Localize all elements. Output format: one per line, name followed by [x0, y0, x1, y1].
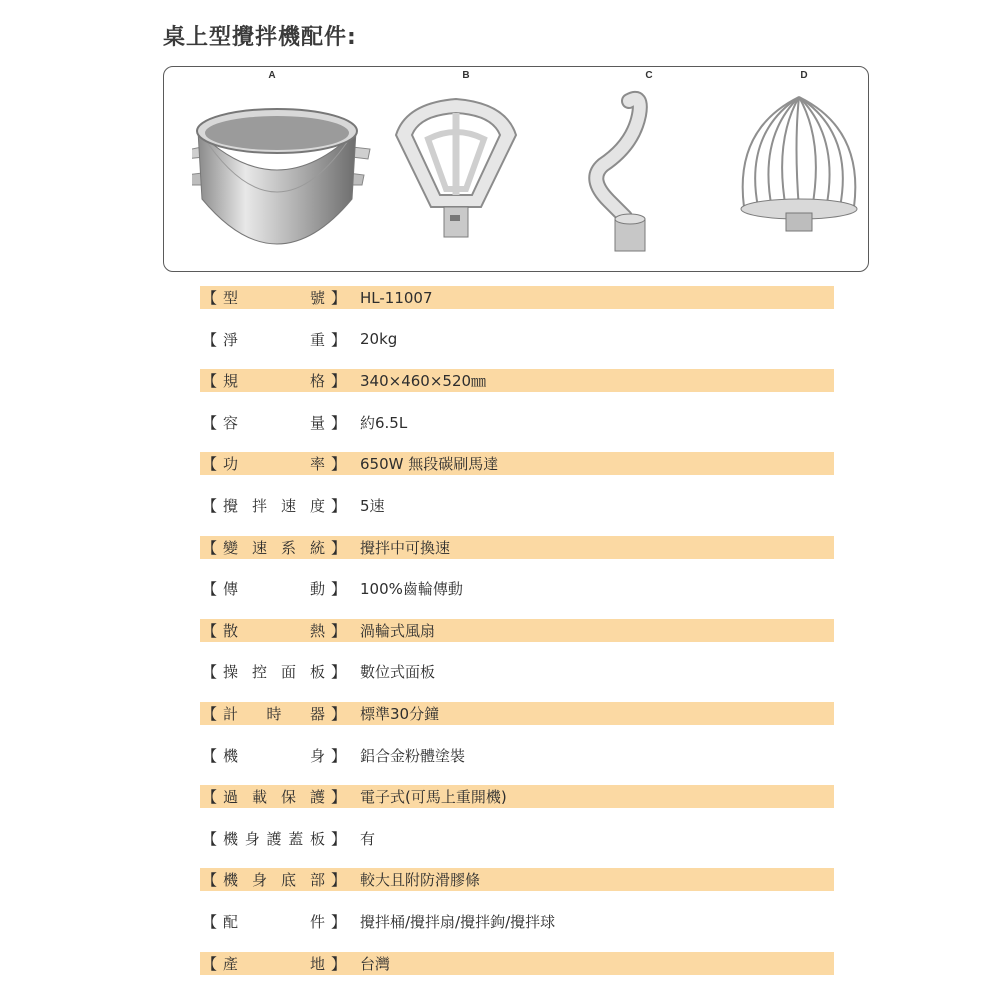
dough-hook-icon [569, 89, 689, 259]
spec-row [200, 536, 834, 559]
spec-label [200, 703, 350, 724]
spec-label-text: 配 件 [223, 912, 325, 931]
spec-row [200, 577, 834, 600]
spec-row [200, 369, 834, 392]
spec-label [200, 453, 350, 474]
spec-label [200, 953, 350, 974]
spec-row [200, 702, 834, 725]
mixing-bowl-icon [192, 89, 382, 259]
spec-label-text: 淨 重 [223, 330, 325, 349]
spec-label [200, 412, 350, 433]
flat-beater-icon [386, 89, 536, 259]
spec-label-text: 計 時 器 [223, 704, 325, 723]
spec-label [200, 287, 350, 308]
spec-label-text: 傳 動 [223, 580, 325, 599]
spec-row [200, 868, 834, 891]
spec-row [200, 785, 834, 808]
spec-row [200, 660, 834, 683]
close-bracket: 】 [330, 663, 346, 682]
spec-row [200, 952, 834, 975]
spec-value: 100%齒輪傳動 [360, 580, 463, 599]
open-bracket: 【 [202, 621, 218, 640]
spec-label [200, 578, 350, 599]
spec-value: 台灣 [360, 954, 391, 973]
spec-value: 渦輪式風扇 [360, 621, 436, 640]
open-bracket: 【 [202, 580, 218, 599]
spec-label [200, 370, 350, 391]
spec-value: 650W 無段碳刷馬達 [360, 455, 499, 474]
spec-value: 電子式(可馬上重開機) [360, 788, 507, 807]
spec-label-text: 攪 拌 速 度 [223, 496, 325, 515]
close-bracket: 】 [330, 538, 346, 557]
close-bracket: 】 [330, 912, 346, 931]
accessory-panel [163, 66, 869, 272]
open-bracket: 【 [202, 912, 218, 931]
accessory-c [569, 67, 729, 267]
open-bracket: 【 [202, 746, 218, 765]
spec-row [200, 328, 834, 351]
open-bracket: 【 [202, 496, 218, 515]
spec-value: 標準30分鐘 [360, 704, 440, 723]
spec-value: 340×460×520㎜ [360, 372, 487, 391]
accessory-d [724, 67, 884, 267]
accessory-letter: D [800, 70, 808, 81]
spec-label-text: 規 格 [223, 372, 325, 391]
spec-value: 20kg [360, 330, 398, 349]
spec-label [200, 786, 350, 807]
spec-value: 較大且附防滑膠條 [360, 871, 481, 890]
accessory-letter: A [268, 70, 276, 81]
close-bracket: 】 [330, 289, 346, 307]
close-bracket: 】 [330, 621, 346, 640]
open-bracket: 【 [202, 788, 218, 807]
spec-row [200, 827, 834, 850]
close-bracket: 】 [330, 871, 346, 890]
spec-row [200, 452, 834, 475]
close-bracket: 】 [330, 829, 346, 848]
close-bracket: 】 [330, 496, 346, 515]
spec-label [200, 661, 350, 682]
spec-row [200, 619, 834, 642]
spec-label-text: 機 身 [223, 746, 325, 765]
accessory-letter: B [462, 70, 470, 81]
open-bracket: 【 [202, 954, 218, 973]
open-bracket: 【 [202, 871, 218, 890]
open-bracket: 【 [202, 289, 218, 307]
spec-value: 約6.5L [360, 413, 408, 432]
spec-value: 數位式面板 [360, 663, 436, 682]
spec-label-text: 產 地 [223, 954, 325, 973]
spec-row [200, 286, 834, 309]
spec-row [200, 411, 834, 434]
close-bracket: 】 [330, 455, 346, 474]
spec-value: 有 [360, 829, 376, 848]
spec-label-text: 變 速 系 統 [223, 538, 325, 557]
open-bracket: 【 [202, 372, 218, 391]
spec-label-text: 機 身 護 蓋 板 [223, 829, 325, 848]
close-bracket: 】 [330, 746, 346, 765]
open-bracket: 【 [202, 538, 218, 557]
open-bracket: 【 [202, 829, 218, 848]
spec-label [200, 869, 350, 890]
spec-label [200, 329, 350, 350]
spec-row [200, 910, 834, 933]
spec-label [200, 911, 350, 932]
accessory-letter: C [645, 70, 653, 81]
close-bracket: 】 [330, 704, 346, 723]
close-bracket: 】 [330, 413, 346, 432]
spec-label [200, 828, 350, 849]
spec-value: 攪拌中可換速 [360, 538, 451, 557]
close-bracket: 】 [330, 580, 346, 599]
open-bracket: 【 [202, 663, 218, 682]
wire-whisk-icon [724, 89, 874, 259]
open-bracket: 【 [202, 455, 218, 474]
accessory-b [386, 67, 546, 267]
spec-label-text: 型 號 [223, 289, 325, 307]
spec-row [200, 494, 834, 517]
spec-label-text: 散 熱 [223, 621, 325, 640]
open-bracket: 【 [202, 330, 218, 349]
spec-label-text: 操 控 面 板 [223, 663, 325, 682]
spec-value: 5速 [360, 496, 385, 515]
close-bracket: 】 [330, 788, 346, 807]
spec-label-text: 功 率 [223, 455, 325, 474]
spec-value: 鋁合金粉體塗裝 [360, 746, 466, 765]
close-bracket: 】 [330, 372, 346, 391]
page-title: 桌上型攪拌機配件: [163, 25, 357, 50]
spec-label [200, 495, 350, 516]
spec-table [200, 286, 834, 993]
close-bracket: 】 [330, 954, 346, 973]
close-bracket: 】 [330, 330, 346, 349]
open-bracket: 【 [202, 413, 218, 432]
spec-label [200, 537, 350, 558]
spec-label [200, 745, 350, 766]
spec-label-text: 容 量 [223, 413, 325, 432]
spec-label-text: 機 身 底 部 [223, 871, 325, 890]
spec-label [200, 620, 350, 641]
accessory-a [192, 67, 352, 267]
open-bracket: 【 [202, 704, 218, 723]
spec-value: 攪拌桶/攪拌扇/攪拌鉤/攪拌球 [360, 912, 556, 931]
spec-value: HL-11007 [360, 288, 433, 307]
spec-label-text: 過 載 保 護 [223, 788, 325, 807]
spec-row [200, 744, 834, 767]
